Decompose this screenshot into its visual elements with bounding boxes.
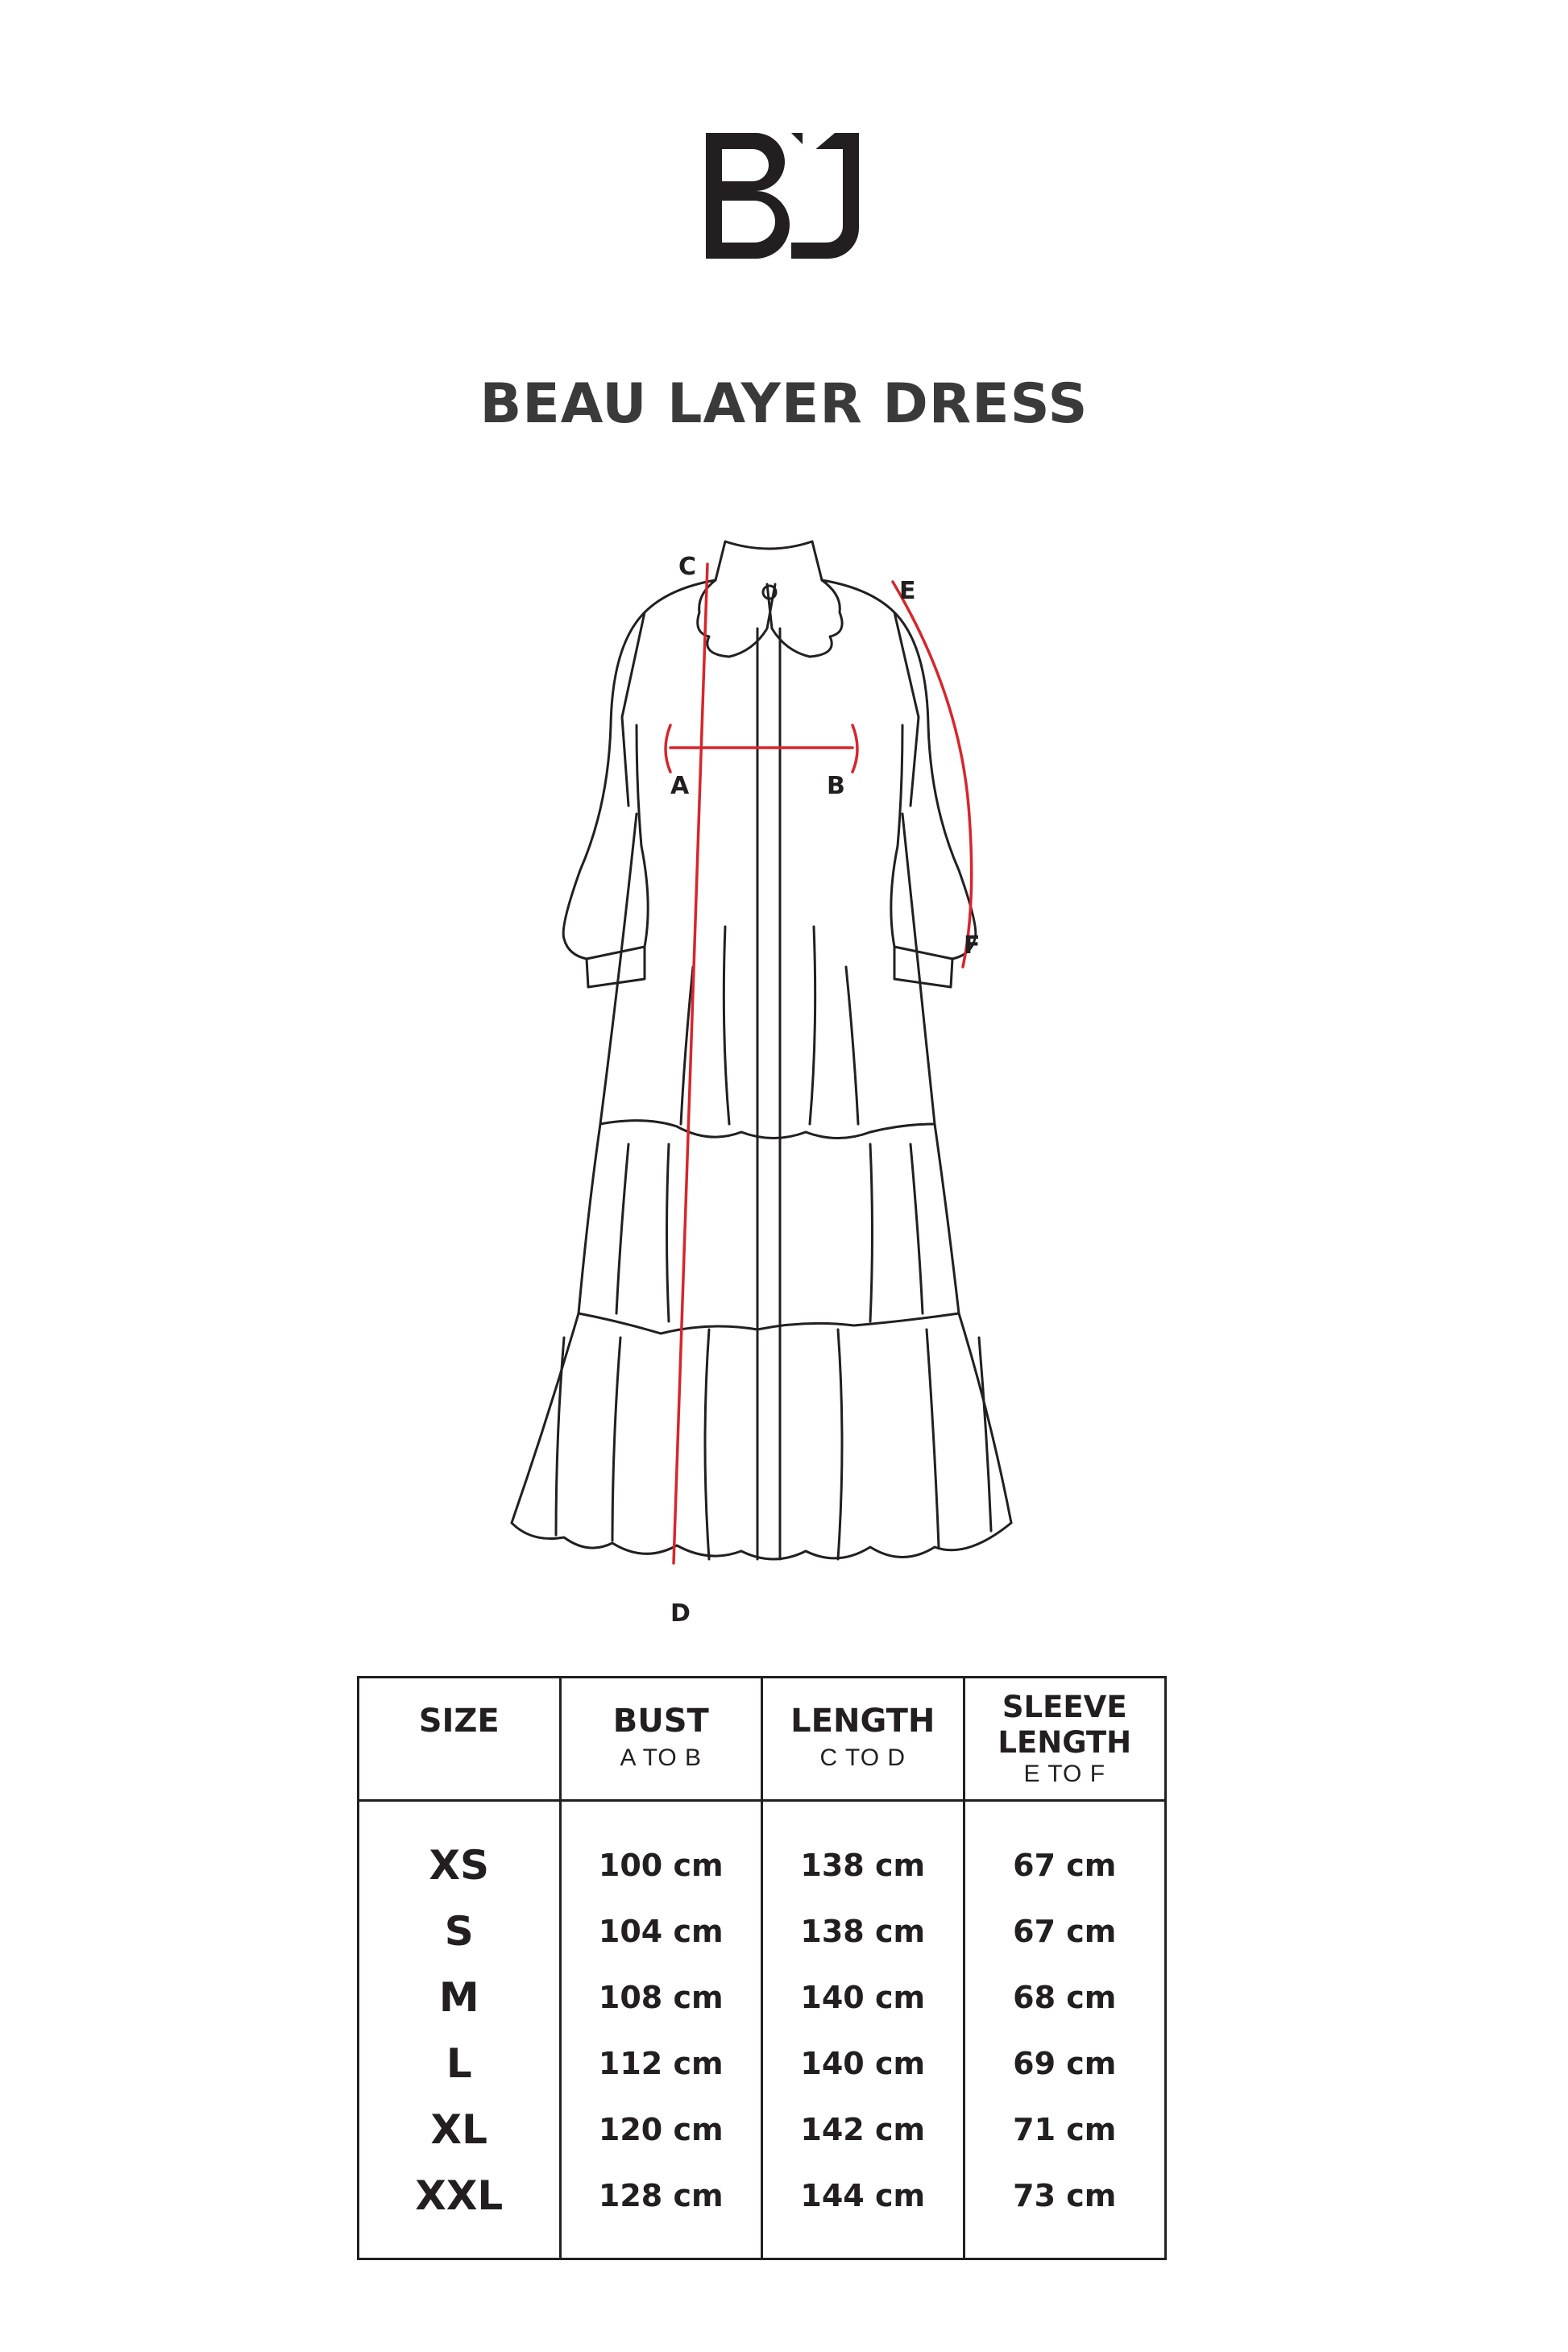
product-title: BEAU LAYER DRESS [479,372,1089,436]
point-label-b: B [827,772,845,800]
header-length-sub: C TO D [819,1744,906,1771]
point-label-c: C [678,553,697,581]
point-label-d: D [670,1599,691,1628]
bust-xs: 100 cm [598,1848,724,1883]
header-sleeve-length [964,1678,1166,1801]
length-xxl: 144 cm [800,2178,926,2213]
size-s: S [444,1908,474,1955]
length-xs: 138 cm [800,1848,926,1883]
collar-left [698,541,775,657]
header-bust-label: BUST [612,1703,709,1740]
point-label-f: F [964,931,981,960]
header-bust [560,1678,762,1801]
size-xs: XS [429,1842,490,1889]
hem [512,1523,1011,1559]
size-l: L [446,2040,472,2087]
bust-xl: 120 cm [598,2112,724,2147]
length-m: 140 cm [800,1980,926,2015]
collar-right [767,541,842,657]
point-label-a: A [670,772,690,800]
bust-xxl: 128 cm [598,2178,724,2213]
header-length-label: LENGTH [790,1703,935,1740]
header-length [762,1678,964,1801]
sleeve-length-l: 69 cm [1013,2046,1117,2081]
sleeve-length-column [964,1801,1166,2259]
left-sleeve [563,612,648,959]
point-label-e: E [899,577,916,605]
size-chart-table [357,1676,1167,2260]
bust-column [560,1801,762,2259]
header-sleeve-length-sub: E TO F [1023,1761,1106,1787]
bust-s: 104 cm [598,1914,724,1949]
sleeve-length-s: 67 cm [1013,1914,1117,1949]
length-column [762,1801,964,2259]
length-s: 138 cm [800,1914,926,1949]
measure-line-length [674,564,707,1563]
bust-l: 112 cm [598,2046,724,2081]
sleeve-length-xs: 67 cm [1013,1848,1117,1883]
sleeve-length-m: 68 cm [1013,1980,1117,2015]
size-m: M [438,1974,479,2021]
length-xl: 142 cm [800,2112,926,2147]
size-column [359,1801,561,2259]
header-sleeve-length-line2: LENGTH [998,1725,1132,1760]
header-size [359,1678,561,1801]
sleeve-length-xxl: 73 cm [1013,2178,1117,2213]
header-sleeve-length-line1: SLEEVE [1002,1690,1127,1724]
header-bust-sub: A TO B [620,1744,703,1771]
size-xl: XL [430,2106,487,2153]
header-size-label: SIZE [418,1703,500,1740]
sleeve-length-xl: 71 cm [1013,2112,1117,2147]
size-xxl: XXL [415,2172,504,2219]
bust-m: 108 cm [598,1980,724,2015]
length-l: 140 cm [800,2046,926,2081]
